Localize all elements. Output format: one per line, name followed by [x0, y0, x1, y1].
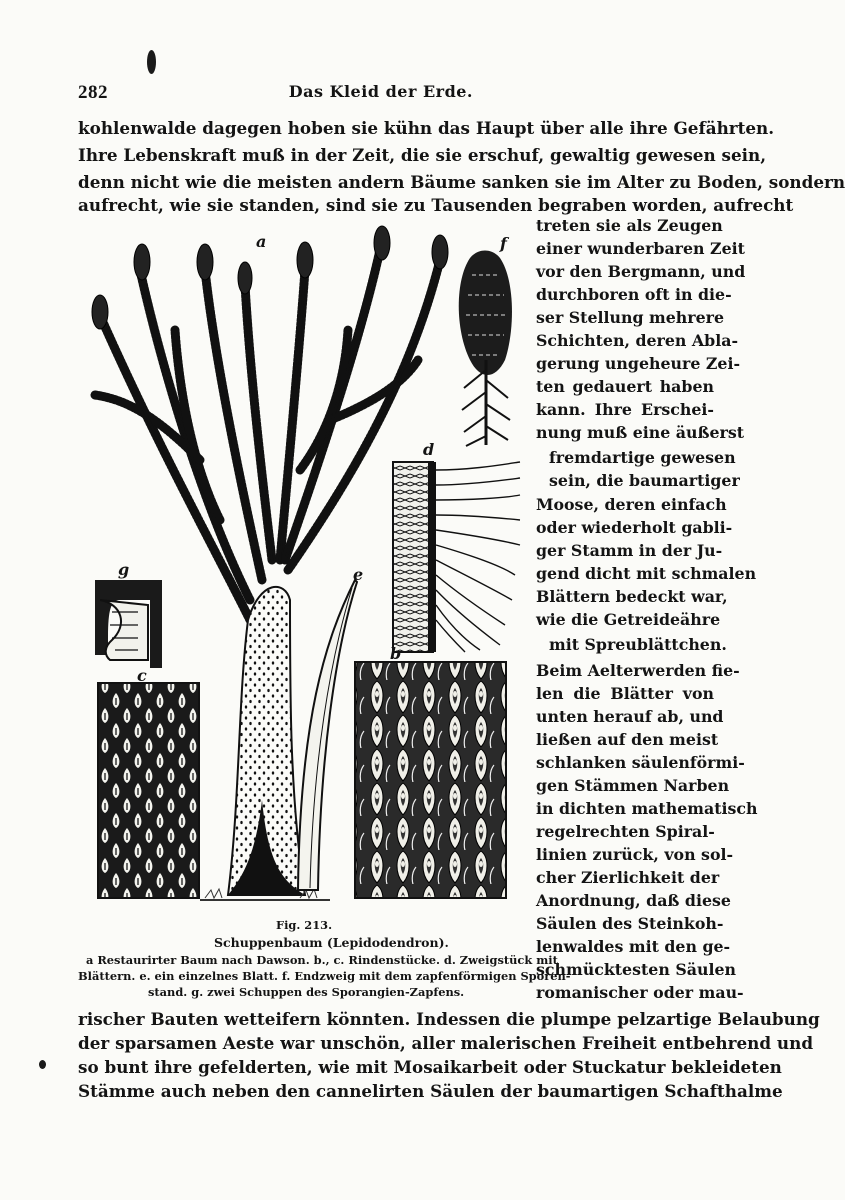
text-line: regelrechten Spiral-	[536, 822, 715, 841]
text-line: in dichten mathematisch	[536, 799, 758, 818]
text-line: rischer Bauten wetteifern könnten. Indessen die plumpe pelzartige Belaubung	[78, 1009, 820, 1029]
text-line: treten sie als Zeugen	[536, 216, 723, 235]
figure-label-c: c	[137, 666, 147, 685]
figure-label-g: g	[118, 560, 130, 579]
text-line: Moose, deren einfach	[536, 495, 727, 514]
text-line: unten herauf ab, und	[536, 707, 724, 726]
text-line: Säulen des Steinkoh-	[536, 914, 724, 933]
text-line: gen Stämmen Narben	[536, 776, 730, 795]
page-number: 282	[78, 82, 108, 103]
caption-line: stand. g. zwei Schuppen des Sporangien-Zapfens.	[148, 985, 465, 999]
figure-number: Fig. 213.	[276, 918, 333, 932]
text-line: nung muß eine äußerst	[536, 423, 745, 442]
text-line: ger Stamm in der Ju-	[536, 541, 723, 560]
text-line: kohlenwalde dagegen hoben sie kühn das Haupt über alle ihre Gefährten.	[78, 118, 775, 138]
text-line: linien zurück, von sol-	[536, 845, 734, 864]
text-line: fremdartige gewesen	[549, 448, 736, 467]
text-line: aufrecht, wie sie standen, sind sie zu Tausenden begraben worden, aufrecht	[78, 195, 794, 215]
text-line: schlanken säulenförmi-	[536, 753, 745, 772]
text-line: durchboren oft in die-	[536, 285, 732, 304]
text-line: ser Stellung mehrere	[536, 308, 725, 327]
figure-label-d: d	[423, 440, 435, 459]
text-line: schmücktesten Säulen	[536, 960, 736, 979]
text-line: Stämme auch neben den cannelirten Säulen der baumartigen Schafthalme	[78, 1081, 783, 1101]
text-line: sein, die baumartiger	[549, 471, 740, 490]
text-line: Schichten, deren Abla-	[536, 331, 738, 350]
text-line: vor den Bergmann, und	[536, 262, 746, 281]
text-line: romanischer oder mau-	[536, 983, 744, 1002]
figure-title: Schuppenbaum (Lepidodendron).	[214, 935, 449, 950]
figure-label-f: f	[500, 234, 507, 253]
text-line: der sparsamen Aeste war unschön, aller malerischen Freiheit entbehrend und	[78, 1033, 814, 1053]
text-line: mit Spreublättchen.	[549, 635, 727, 654]
figure-label-a: a	[256, 232, 267, 251]
text-line: wie die Getreideähre	[536, 610, 721, 629]
figure-label-b: b	[390, 644, 402, 663]
text-line: cher Zierlichkeit der	[536, 868, 720, 887]
text-line: Ihre Lebenskraft muß in der Zeit, die sie erschuf, gewaltig gewesen sein,	[78, 145, 767, 165]
text-line: ließen auf den meist	[536, 730, 719, 749]
running-head-title: Das Kleid der Erde.	[288, 82, 473, 101]
text-line: oder wiederholt gabli-	[536, 518, 733, 537]
text-line: lenwaldes mit den ge-	[536, 937, 731, 956]
text-line: gend dicht mit schmalen	[536, 564, 757, 583]
text-line: Beim Aelterwerden fie-	[536, 661, 740, 680]
text-line: gerung ungeheure Zei-	[536, 354, 741, 373]
text-line: Blättern bedeckt war,	[536, 587, 728, 606]
text-line: kann. Ihre Erschei-	[536, 400, 714, 419]
text-line: einer wunderbaren Zeit	[536, 239, 745, 258]
text-line: denn nicht wie die meisten andern Bäume sanken sie im Alter zu Boden, sondern	[78, 172, 845, 192]
text-line: so bunt ihre gefelderten, wie mit Mosaikarbeit oder Stuckatur bekleideten	[78, 1057, 782, 1077]
text-line: len die Blätter von	[536, 684, 714, 703]
caption-line: a Restaurirter Baum nach Dawson. b., c. Rindenstücke. d. Zweigstück mit	[86, 953, 558, 967]
text-line: ten gedauert haben	[536, 377, 714, 396]
caption-line: Blättern. e. ein einzelnes Blatt. f. Endzweig mit dem zapfenförmigen Sporen-	[78, 969, 571, 983]
text-line: Anordnung, daß diese	[536, 891, 731, 910]
figure-label-e: e	[353, 565, 364, 584]
